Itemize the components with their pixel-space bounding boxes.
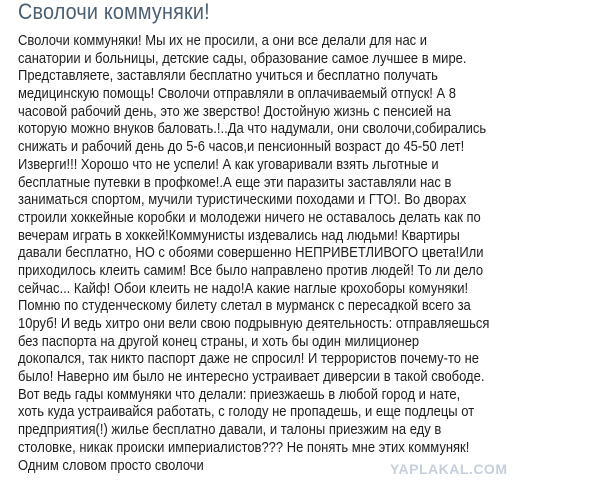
text-line: вечерам играть в хоккей!Коммунисты издевались над людьми! Квартиры [18, 227, 460, 244]
text-line: предприятия(!) жилье бесплатно давали, и талоны приезжим на еду в [18, 422, 442, 439]
post-body [18, 33, 489, 475]
page-title: Сволочи коммуняки! [18, 0, 210, 24]
text-line: Вот ведь гады коммуняки что делали: приезжаешь в любой город и нате, [18, 386, 461, 403]
watermark: YAPLAKAL.COM [390, 461, 508, 477]
text-line: хоть куда устраивайся работать, с голоду не пропадешь, и еще подлецы от [18, 404, 475, 421]
text-line: заниматься спортом, мучили туристическими походами и ГТО!. Во дворах [18, 192, 467, 209]
text-line: Изверги!!! Хорошо что не успели! А как уговаривали взять льготные и [18, 156, 439, 173]
text-line: сейчас... Кайф! Обои клеить не надо!А какие наглые крохоборы комуняки! [18, 280, 469, 297]
text-line: 10руб! И ведь хитро они вели свою подрывную деятельность: отправляешься [18, 316, 490, 332]
text-line: давали бесплатно, НО с обоями совершенно НЕПРИВЕТЛИВОГО цвета!Или [18, 245, 484, 262]
text-line: бесплатные путевки в профкоме!.А еще эти паразиты заставляли нас в [18, 174, 452, 191]
text-line: санатории и больницы, детские сады, образование самое лучшее в мире. [18, 50, 467, 67]
text-line: снижать и рабочий день до 5-6 часов,и пенсионный возраст до 45-50 лет! [18, 139, 465, 156]
text-line: столовке, никак происки империалистов??? Не понять мне этих коммуняк! [18, 439, 470, 456]
text-line: приходилось клеить самим! Все было направлено против людей! То ли дело [18, 262, 484, 279]
text-line: докопался, так никто паспорт даже не спросил! И террористов почему-то не [18, 351, 480, 368]
text-line: Сволочи коммуняки! Мы их не просили, а они все делали для нас и [18, 33, 428, 49]
text-line: Представляете, заставляли бесплатно учиться и бесплатно получать [18, 68, 438, 85]
text-line: Помню по студенческому билету слетал в мурманск с пересадкой всего за [18, 298, 471, 315]
text-line: было! Наверно им было не интересно устраивает диверсии в такой свободе. [18, 369, 485, 386]
text-line: без паспорта на другой конец страны, и хоть бы один милиционер [18, 333, 420, 350]
text-line: строили хоккейные коробки и молодежи ничего не оставалось делать как по [18, 209, 481, 226]
text-line: медицинскую помощь! Сволочи отправляли в оплачиваемый отпуск! А 8 [18, 86, 457, 103]
text-line: часовой рабочий день, это же зверство! Достойную жизнь с пенсией на [18, 103, 451, 120]
text-line: Одним словом просто сволочи [18, 457, 204, 474]
text-line: которую можно внуков баловать.!..Да что надумали, они сволочи,собирались [18, 121, 487, 138]
